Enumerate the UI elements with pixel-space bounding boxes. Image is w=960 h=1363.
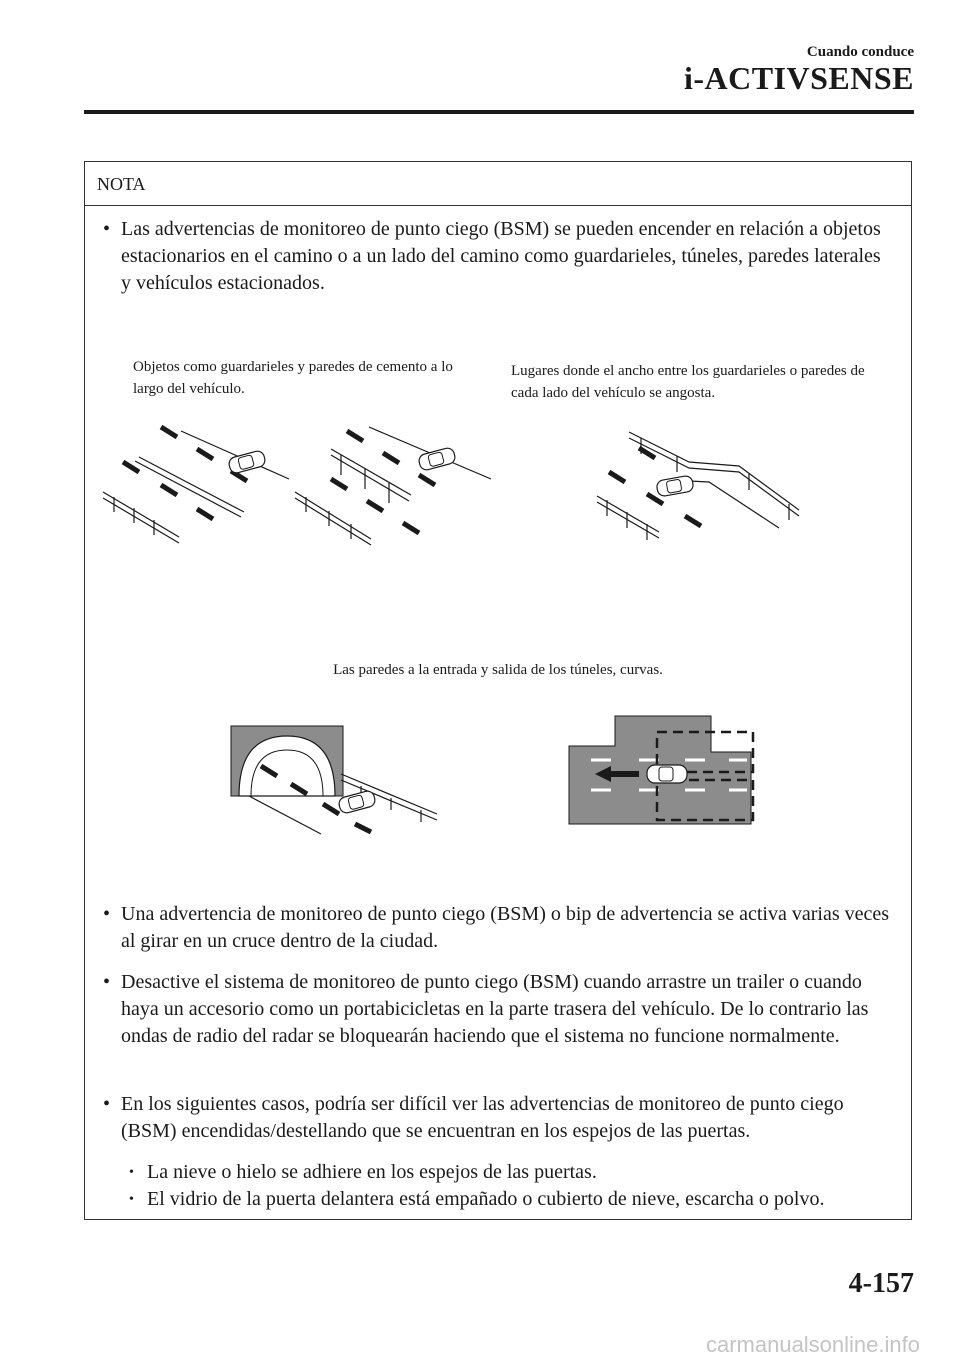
bullet-dot: • (103, 218, 111, 240)
bullet-text: En los siguientes casos, podría ser difícil ver las advertencias de monitoreo de punto ciego (BSM) encendidas/destellando que se encuentran en los espejos de las puertas. (121, 1093, 844, 1142)
section-label: Cuando conduce (806, 44, 914, 60)
bullet-dot: • (103, 971, 111, 993)
note-sub-1 (129, 1159, 889, 1186)
sub-bullet-dot: • (129, 1192, 134, 1207)
caption-bottom: Las paredes a la entrada y salida de los túneles, curvas. (333, 662, 663, 678)
sub-bullet-text: La nieve o hielo se adhiere en los espejos de las puertas. (147, 1161, 597, 1183)
caption-left: Objetos como guardarieles y paredes de cemento a lo largo del vehículo. (133, 359, 453, 397)
figure-intersection (569, 716, 759, 828)
page-number: 4-157 (848, 1268, 914, 1299)
figure-narrowing-guardrails (589, 424, 809, 544)
figure-guardrail-road (99, 417, 259, 547)
note-bullet-2 (103, 901, 893, 955)
header-rule (84, 110, 914, 114)
sub-bullet-dot: • (129, 1165, 134, 1180)
caption-right: Lugares donde el ancho entre los guardarieles o paredes de cada lado del vehículo se angosta. (511, 363, 865, 401)
note-box (84, 161, 912, 1220)
chapter-title: i-ACTIVSENSE (683, 60, 914, 96)
site-watermark: carmanualsonline.info (705, 1332, 920, 1357)
bullet-text: Una advertencia de monitoreo de punto ciego (BSM) o bip de advertencia se activa varias veces al girar en un cruce dentro de la ciudad. (121, 903, 890, 952)
note-sub-2 (129, 1186, 889, 1213)
bullet-dot: • (103, 903, 111, 925)
note-bullet-3 (103, 969, 893, 1050)
sub-bullet-text: El vidrio de la puerta delantera está empañado o cubierto de nieve, escarcha o polvo. (147, 1188, 825, 1210)
note-heading: NOTA (85, 162, 911, 206)
figure-guardrail-road-2 (291, 417, 491, 547)
note-bullet-4 (103, 1091, 893, 1145)
note-bullet-1 (103, 216, 893, 297)
bullet-dot: • (103, 1093, 111, 1115)
bullet-text: Desactive el sistema de monitoreo de punto ciego (BSM) cuando arrastre un trailer o cuando haya un accesorio como un portabicicletas en la parte trasera del vehículo. De lo contrario las ondas de radio del radar se bloquearán haciendo que el sistema no funcione normalmente. (121, 971, 869, 1047)
figure-tunnel (231, 726, 441, 836)
bullet-text: Las advertencias de monitoreo de punto ciego (BSM) se pueden encender en relación a objetos estacionarios en el camino o a un lado del camino como guardarieles, túneles, paredes laterales y vehículos estacionados. (121, 218, 881, 294)
